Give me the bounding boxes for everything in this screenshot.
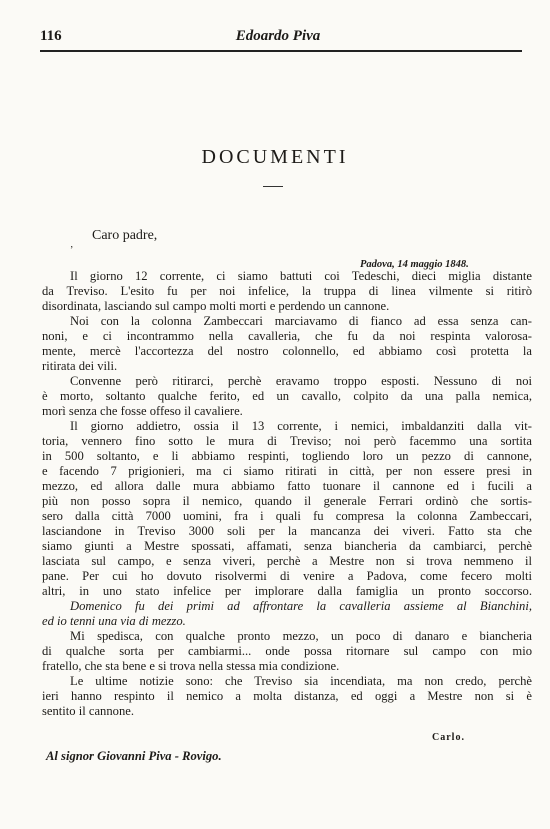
body-line: pane. Per cui ho dovuto risolvermi di venire a Padova, come fecero molti [42,569,532,583]
body-line: disordinata, lasciando sul campo molti morti e perdendo un cannone. [42,299,390,313]
body-line: da Treviso. L'esito fu per noi infelice, la truppa di linea vilmente si ritirò [42,284,532,298]
body-line: è morto, soltanto qualche ferito, ed un cavallo, colpito da una palla nemica, [42,389,532,403]
stray-mark: ’ [70,245,74,256]
body-line: mezzo, ed allora dalle mura abbiamo fatto tuonare il cannone ed i fucili a [42,479,532,493]
header-rule [40,50,522,52]
body-line: Mi spedisca, con qualche pronto mezzo, un poco di danaro e biancheria [70,629,532,643]
body-line: fratello, che sta bene e si trova nella stessa mia condizione. [42,659,340,673]
body-line: mente, mercè l'accortezza del nostro colonnello, ed abbiamo così protetta la [42,344,532,358]
body-line: Convenne però ritirarci, perchè eravamo troppo esposti. Nessuno di noi [70,374,532,388]
body-line: Il giorno 12 corrente, ci siamo battuti coi Tedeschi, dieci miglia distante [70,269,532,283]
body-line: lasciandone in Treviso 3000 soli per la mancanza dei viveri. Fatto sta che [42,524,532,538]
running-header [40,28,516,48]
title-dash [263,186,283,187]
section-title: DOCUMENTI [201,146,349,168]
body-line: noni, e ci incontrammo nella cavalleria, che fu da noi respinta valorosa- [42,329,532,343]
body-line: e facendo 7 prigionieri, ma ci siamo ritirati in città, per non essere presi in [42,464,532,478]
body-line: Il giorno addietro, ossia il 13 corrente, i nemici, imbaldanziti dalla vit- [70,419,532,433]
running-head-author: Edoardo Piva [235,28,321,44]
body-line: ed io tenni una via di mezzo. [42,614,186,628]
body-line: ieri hanno respinto il nemico a molta distanza, ed oggi a Mestre non si è [42,689,532,703]
body-line: ritirata dei vili. [42,359,118,373]
body-line: Noi con la colonna Zambeccari marciavamo di fianco ad essa senza can- [70,314,532,328]
body-line: in 500 soltanto, e li abbiamo respinti, togliendo loro un pezzo di cannone, [42,449,532,463]
body-line: lasciata sul campo, e senza viveri, perchè a Mestre non si trova nemmeno il [42,554,532,568]
letter-dateline: Padova, 14 maggio 1848. [360,259,469,270]
body-line: Domenico fu dei primi ad affrontare la cavalleria assieme al Bianchini, [70,599,532,613]
recipient-address: Al signor Giovanni Piva - Rovigo. [46,749,222,763]
body-line: più non posso sopra il nemico, quando il generale Ferrari ordinò che sortis- [42,494,532,508]
body-line: toria, vennero fino sotto le mura di Treviso; noi però facemmo una sortita [42,434,532,448]
body-line: sero dalla città 7000 uomini, fra i quali fu compresa la colonna Zambeccari, [42,509,532,523]
body-line: morì senza che fosse offeso il cavaliere. [42,404,243,418]
body-line: Le ultime notizie sono: che Treviso sia incendiata, ma non credo, perchè [70,674,532,688]
body-line: sentito il cannone. [42,704,134,718]
page-number: 116 [40,28,62,44]
body-line: siamo giunti a Mestre spossati, affamati, senza biancheria da cambiarci, perchè [42,539,532,553]
signature: Carlo. [432,732,465,743]
salutation: Caro padre, [92,228,158,243]
body-line: altri, in uno stato infelice per implorare dalla famiglia un pronto soccorso. [42,584,532,598]
body-line: di qualche sorta per cambiarmi... onde possa ritornare sul campo con mio [42,644,532,658]
